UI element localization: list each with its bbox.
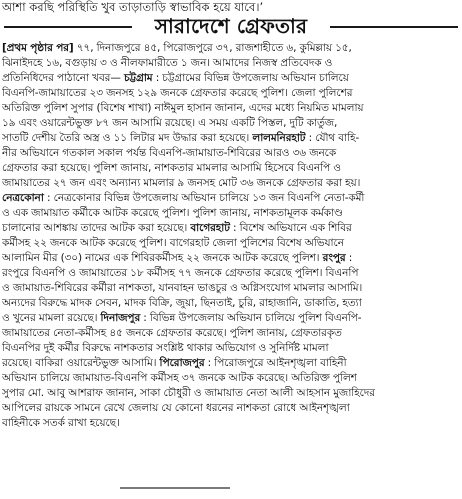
- article-text: রংপুরে বিএনপি ও জামায়াতের ১৮ কর্মীসহ ৭৭ জনকে গ্রেফতার করেছে পুলিশ। বিএনপি: [2, 267, 359, 279]
- article-text: অন্যদের বিরুদ্ধে মাদক সেবন, মাদক বিক্রি, জুয়া, ছিনতাই, চুরি, রাহাজানি, ডাকাতি, হত্যা: [2, 297, 362, 309]
- article-line: [2, 101, 460, 116]
- article-line: [2, 41, 460, 56]
- article-line: [2, 266, 460, 281]
- article-line: [2, 311, 460, 326]
- article-line: [2, 371, 460, 386]
- article-line: [2, 56, 460, 71]
- article-text: আপিলের রায়কে সামনে রেখে জেলায় যে কোনো ধরনের নাশকতা রোধে আইনশৃঙ্খলা: [2, 402, 350, 414]
- article-line: [2, 326, 460, 341]
- article-line: [2, 341, 460, 356]
- article-text: :: [345, 252, 353, 264]
- dateline-location: পিরোজপুর: [159, 357, 205, 369]
- article-line: [2, 86, 460, 101]
- dateline-location: রংপুর: [322, 252, 346, 264]
- article-line: [2, 401, 460, 416]
- article-text: ঝিনাইদহে ১৬, বগুড়ায় ৩ ও নীলফামারীতে ১ জন। আমাদের নিজস্ব প্রতিবেদক ও: [2, 57, 333, 69]
- dateline-location: দিনাজপুর: [100, 312, 141, 324]
- article-headline: সারাদেশে গ্রেফতার: [154, 14, 308, 38]
- article-text: নীর অভিযানে গতকাল সকাল পর্যন্ত বিএনপি-জামায়াত-শিবিরের আরও ৩৬ জনকে: [2, 147, 337, 159]
- dateline-location: লালমনিরহাট: [252, 132, 306, 144]
- article-line: [2, 356, 460, 371]
- previous-article-last-line: আশা করছি পরিস্থিতি খুব তাড়াতাড়ি স্বাভাবিক হয়ে যাবে।’: [2, 0, 264, 14]
- article-text: জামায়াতের নেতা-কর্মীসহ ৪৫ জনকে গ্রেফতার করেছে। পুলিশ জানায়, গ্রেফতারকৃত: [2, 327, 342, 339]
- article-line: [2, 191, 460, 206]
- dateline-location: নেত্রকোনা: [2, 192, 44, 204]
- article-text: বিএনপির দুই কর্মীর বিরুদ্ধে নাশকতার সংশ্লিষ্ট থাকার অভিযোগ ও সুনির্দিষ্ট মামলা: [2, 342, 329, 354]
- article-line: [2, 236, 460, 251]
- article-text: সুপার মো. আবু আশরাফ জানান, সাকা চৌধুরী ও জামায়াত নেতা আলী আহসান মুজাহিদের: [2, 387, 375, 399]
- article-text: সাতটি দেশীয় তৈরি অস্ত্র ও ১১ লিটার মদ উদ্ধার করা হয়েছে।: [2, 132, 253, 144]
- article-text: ৭৭, দিনাজপুরে ৪৫, পিরোজপুরে ৩৭, রাজশাহীতে ৬, কুমিল্লায় ১৫,: [73, 42, 352, 54]
- article-text: ও জামায়াত-শিবিরের কর্মীরা নাশকতা, যানবাহন ভাঙচুর ও অগ্নিসংযোগ মামলার আসামি।: [2, 282, 363, 294]
- article-line: [2, 116, 460, 131]
- headline-rule-right: [330, 26, 458, 28]
- article-text: প্রতিনিধিদের পাঠানো খবর—: [2, 72, 124, 84]
- article-text: বাহিনীকে সতর্ক রাখা হয়েছে।: [2, 417, 120, 429]
- article-line: [2, 251, 460, 266]
- article-line: [2, 161, 460, 176]
- article-line: [2, 71, 460, 86]
- dateline-location: [প্রথম পৃষ্ঠার পর]: [2, 42, 74, 54]
- article-text: ও এক জামায়াত কর্মীকে আটক করেছে পুলিশ। পুলিশ জানায়, নাশকতামূলক কর্মকাণ্ড: [2, 207, 343, 219]
- article-text: : যৌথ বাহি-: [305, 132, 360, 144]
- article-line: [2, 221, 460, 236]
- article-text: আলামিন মীর (৩০) নামের এক শিবিরকর্মীসহ ২২ জনকে আটক করেছে পুলিশ।: [2, 252, 323, 264]
- article-text: রয়েছে। বাকিরা ওয়ারেন্টভুক্ত আসামি।: [2, 357, 160, 369]
- article-text: : চট্টগ্রামের বিভিন্ন উপজেলায় অভিযান চালিয়ে: [152, 72, 349, 84]
- article-text: : বিশেষ অভিযানে এক শিবির: [229, 222, 352, 234]
- article-line: [2, 146, 460, 161]
- article-text: অতিরিক্ত পুলিশ সুপার (বিশেষ শাখা) নাঈমুল হাসান জানান, এদের মধ্যে নিয়মিত মামলায়: [2, 102, 364, 114]
- next-article-fragment: [120, 487, 230, 499]
- article-line: [2, 296, 460, 311]
- article-text: ও খুনের মামলা রয়েছে।: [2, 312, 101, 324]
- article-line: [2, 131, 460, 146]
- article-line: [2, 176, 460, 191]
- article-line: [2, 386, 460, 401]
- article-text: : পিরোজপুরে আইনশৃঙ্খলা বাহিনী: [204, 357, 347, 369]
- article-line: [2, 281, 460, 296]
- article-text: ১৯ এবং ওয়ারেন্টভুক্ত ৮৭ জন আসামি রয়েছে। এ সময় একটি পিস্তল, দুটি কার্তুজ,: [2, 117, 338, 129]
- article-line: [2, 416, 460, 431]
- article-text: বিএনপি-জামায়াতের ২৩ জনসহ ১২৯ জনকে গ্রেফতার করেছে পুলিশ। জেলা পুলিশের: [2, 87, 353, 99]
- article-text: কর্মীসহ ২২ জনকে আটক করেছে পুলিশ। বাগেরহাট জেলা পুলিশের বিশেষ অভিযানে: [2, 237, 344, 249]
- article-text: অভিযান চালিয়ে জামায়াত-বিএনপি কর্মীসহ ৩৭ জনকে আটক করেছে। অতিরিক্ত পুলিশ: [2, 372, 357, 384]
- dateline-location: বাগেরহাট: [190, 222, 230, 234]
- article-text: চালানোর আশঙ্কায় তাদের আটক করা হয়েছে।: [2, 222, 191, 234]
- dateline-location: চট্টগ্রাম: [123, 72, 153, 84]
- article-line: [2, 206, 460, 221]
- article-text: জামায়াতের ২৭ জন এবং অন্যান্য মামলার ৯ জনসহ মোট ৩৬ জনকে গ্রেফতার করা হয়।: [2, 177, 361, 189]
- article-text: : নেত্রকোনার বিভিন্ন উপজেলায় অভিযান চালিয়ে ১৩ জন বিএনপি নেতা-কর্মী: [43, 192, 365, 204]
- article-body: [2, 41, 460, 496]
- article-text: গ্রেফতার করা হয়েছে। পুলিশ জানায়, নাশকতার মামলার আসামি হিসেবে বিএনপি ও: [2, 162, 341, 174]
- article-text: : বিভিন্ন উপজেলায় অভিযান চালিয়ে পুলিশ বিএনপি-: [140, 312, 362, 324]
